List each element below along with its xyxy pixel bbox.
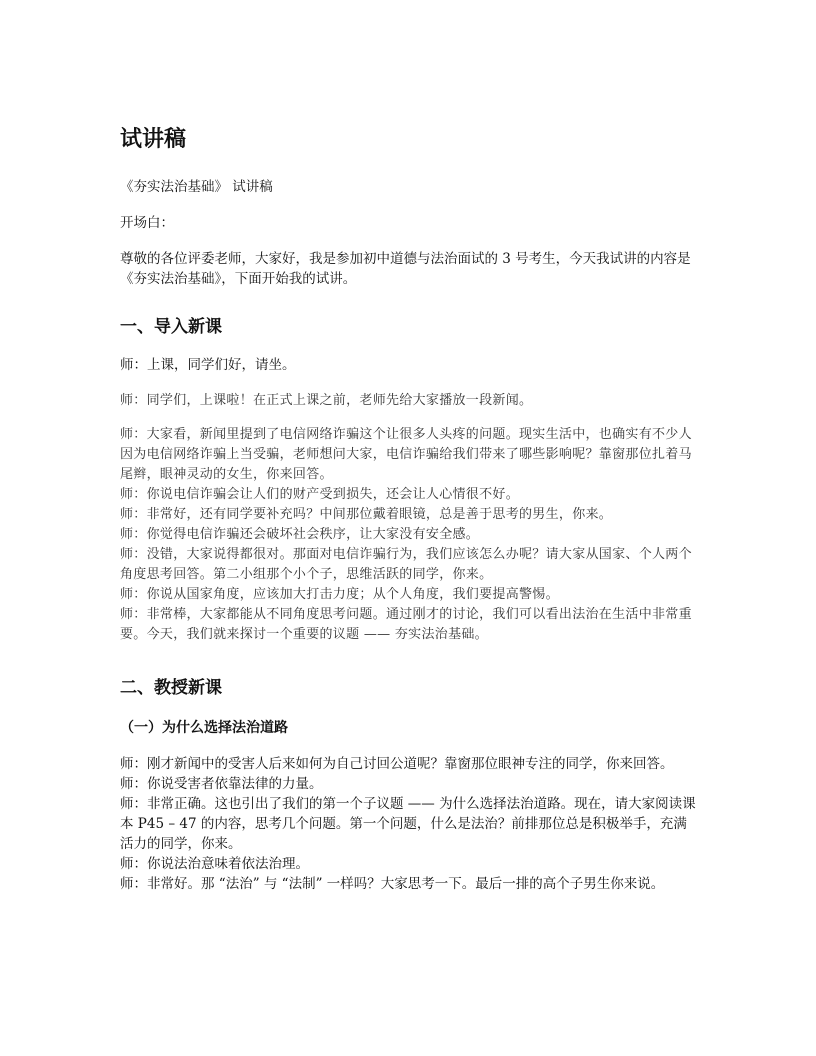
subsection-heading: （一）为什么选择法治道路	[120, 720, 288, 736]
dialog-line: 师：非常正确。这也引出了我们的第一个子议题 —— 为什么选择法治道路。现在，请大家阅读课本 P45 – 47 的内容，思考几个问题。第一个问题，什么是法治？前排那位总是积极举手，充满活力的同学，你来。	[120, 796, 696, 852]
dialog-line: 师：你说电信诈骗会让人们的财产受到损失，还会让人心情很不好。	[120, 487, 520, 502]
document-title: 试讲稿	[120, 126, 187, 152]
dialog-line: 师：上课，同学们好，请坐。	[120, 357, 296, 373]
section-heading-intro: 一、导入新课	[120, 317, 222, 337]
dialog-line: 师：你说从国家角度，应该加大打击力度；从个人角度，我们要提高警惕。	[120, 587, 559, 602]
opening-label: 开场白：	[120, 215, 174, 231]
dialog-line: 师：你说受害者依靠法律的力量。	[120, 776, 323, 792]
dialog-line: 师：你说法治意味着依法治理。	[120, 856, 309, 872]
dialog-line: 师：刚才新闻中的受害人后来如何为自己讨回公道呢？靠窗那位眼神专注的同学，你来回答。	[120, 756, 674, 772]
intro-dialog	[120, 425, 700, 645]
teaching-dialog	[120, 754, 700, 894]
dialog-line: 师：没错，大家说得都很对。那面对电信诈骗行为，我们应该怎么办呢？请大家从国家、个人两个角度思考回答。第二小组那个小个子，思维活跃的同学，你来。	[120, 547, 692, 582]
dialog-line: 师：同学们，上课啦！在正式上课之前，老师先给大家播放一段新闻。	[120, 393, 533, 408]
dialog-line: 师：非常好。那 “法治” 与 “法制” 一样吗？大家思考一下。最后一排的高个子男生你来说。	[120, 876, 665, 892]
dialog-line: 师：非常好，还有同学要补充吗？中间那位戴着眼镜，总是善于思考的男生，你来。	[120, 507, 613, 522]
dialog-line: 师：你觉得电信诈骗还会破坏社会秩序，让大家没有安全感。	[120, 527, 480, 542]
opening-paragraph: 尊敬的各位评委老师，大家好，我是参加初中道德与法治面试的 3 号考生，今天我试讲的内容是《夯实法治基础》，下面开始我的试讲。	[120, 251, 691, 287]
dialog-line: 师：大家看，新闻里提到了电信网络诈骗这个让很多人头疼的问题。现实生活中，也确实有不少人因为电信网络诈骗上当受骗，老师想问大家，电信诈骗给我们带来了哪些影响呢？靠窗那位扎着马尾辫，眼神灵动的女生，你来回答。	[120, 427, 692, 482]
section-heading-teaching: 二、教授新课	[120, 678, 222, 698]
dialog-line: 师：非常棒，大家都能从不同角度思考问题。通过刚才的讨论，我们可以看出法治在生活中非常重要。今天，我们就来探讨一个重要的议题 —— 夯实法治基础。	[120, 607, 692, 642]
document-subtitle: 《夯实法治基础》 试讲稿	[120, 179, 273, 195]
